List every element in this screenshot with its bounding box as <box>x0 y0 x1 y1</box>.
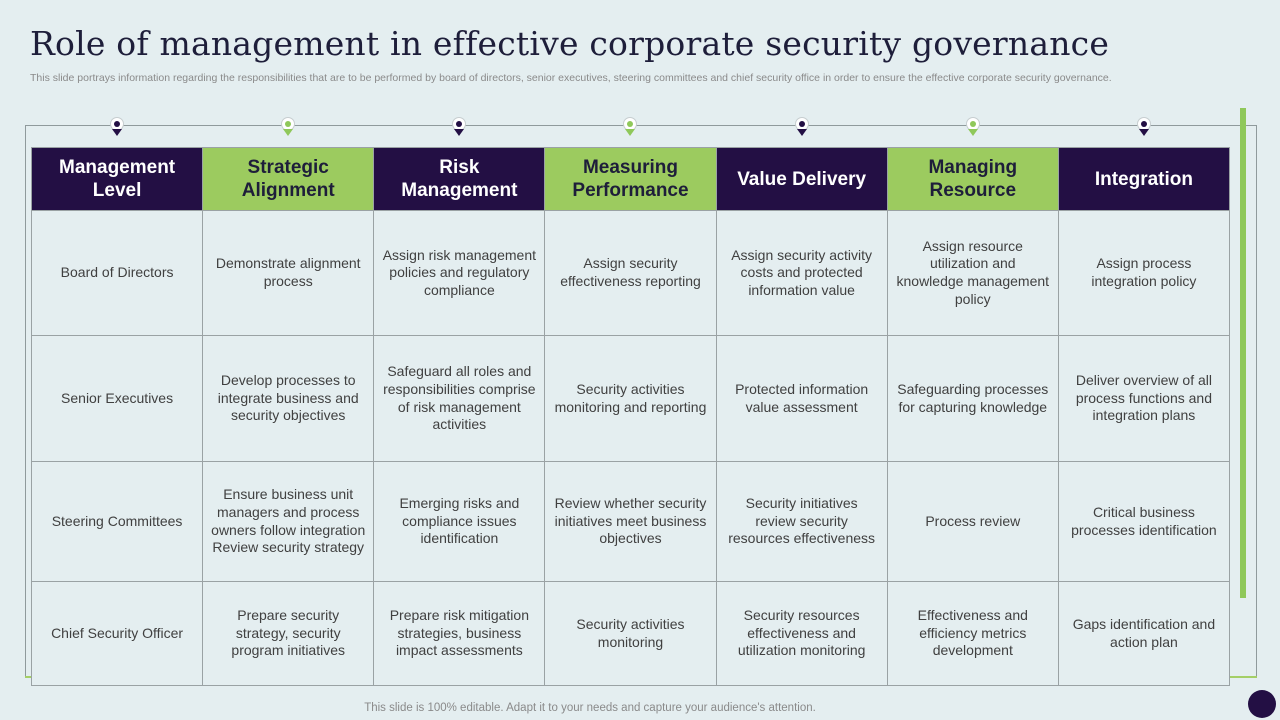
header-management-level: Management Level <box>32 148 202 210</box>
marker-pin-icon <box>887 117 1058 139</box>
row-label: Chief Security Officer <box>32 582 202 685</box>
table-cell: Emerging risks and compliance issues identification <box>374 462 544 581</box>
table-cell: Review whether security initiatives meet business objectives <box>545 462 715 581</box>
table-cell: Security activities monitoring <box>545 582 715 685</box>
header-strategic-alignment: Strategic Alignment <box>203 148 373 210</box>
header-managing-resource: Managing Resource <box>888 148 1058 210</box>
governance-table <box>31 147 1230 686</box>
table-cell: Deliver overview of all process functions and integration plans <box>1059 336 1229 461</box>
marker-pin-icon <box>31 117 202 139</box>
table-cell: Assign process integration policy <box>1059 211 1229 335</box>
row-label: Board of Directors <box>32 211 202 335</box>
table-cell: Assign security effectiveness reporting <box>545 211 715 335</box>
table-cell: Effectiveness and efficiency metrics development <box>888 582 1058 685</box>
table-cell: Prepare security strategy, security program initiatives <box>203 582 373 685</box>
table-cell: Security activities monitoring and reporting <box>545 336 715 461</box>
marker-pin-icon <box>1059 117 1230 139</box>
table-cell: Critical business processes identification <box>1059 462 1229 581</box>
table-cell: Assign security activity costs and protected information value <box>717 211 887 335</box>
table-cell: Assign resource utilization and knowledge management policy <box>888 211 1058 335</box>
header-value-delivery: Value Delivery <box>717 148 887 210</box>
marker-pin-icon <box>202 117 373 139</box>
header-measuring-performance: Measuring Performance <box>545 148 715 210</box>
table-cell: Ensure business unit managers and process owners follow integration Review security strategy <box>203 462 373 581</box>
right-accent-bar <box>1240 108 1246 598</box>
table-cell: Assign risk management policies and regulatory compliance <box>374 211 544 335</box>
corner-dot-icon <box>1248 690 1276 718</box>
row-label: Steering Committees <box>32 462 202 581</box>
table-cell: Process review <box>888 462 1058 581</box>
footer-note: This slide is 100% editable. Adapt it to your needs and capture your audience's attention. <box>364 702 816 714</box>
table-cell: Demonstrate alignment process <box>203 211 373 335</box>
marker-pin-icon <box>716 117 887 139</box>
table-cell: Safeguard all roles and responsibilities comprise of risk management activities <box>374 336 544 461</box>
page-subtitle: This slide portrays information regarding the responsibilities that are to be performed by board of directors, senior executives, steering committees and chief security office in order to ensure the effective corporate security governance. <box>30 72 1112 84</box>
table-cell: Security initiatives review security resources effectiveness <box>717 462 887 581</box>
table-cell: Develop processes to integrate business and security objectives <box>203 336 373 461</box>
table-cell: Security resources effectiveness and utilization monitoring <box>717 582 887 685</box>
row-label: Senior Executives <box>32 336 202 461</box>
column-markers <box>31 117 1230 139</box>
table-cell: Prepare risk mitigation strategies, business impact assessments <box>374 582 544 685</box>
table-cell: Safeguarding processes for capturing knowledge <box>888 336 1058 461</box>
table-cell: Gaps identification and action plan <box>1059 582 1229 685</box>
table-cell: Protected information value assessment <box>717 336 887 461</box>
marker-pin-icon <box>374 117 545 139</box>
header-risk-management: Risk Management <box>374 148 544 210</box>
marker-pin-icon <box>545 117 716 139</box>
page-title: Role of management in effective corporate security governance <box>30 24 1110 63</box>
header-integration: Integration <box>1059 148 1229 210</box>
